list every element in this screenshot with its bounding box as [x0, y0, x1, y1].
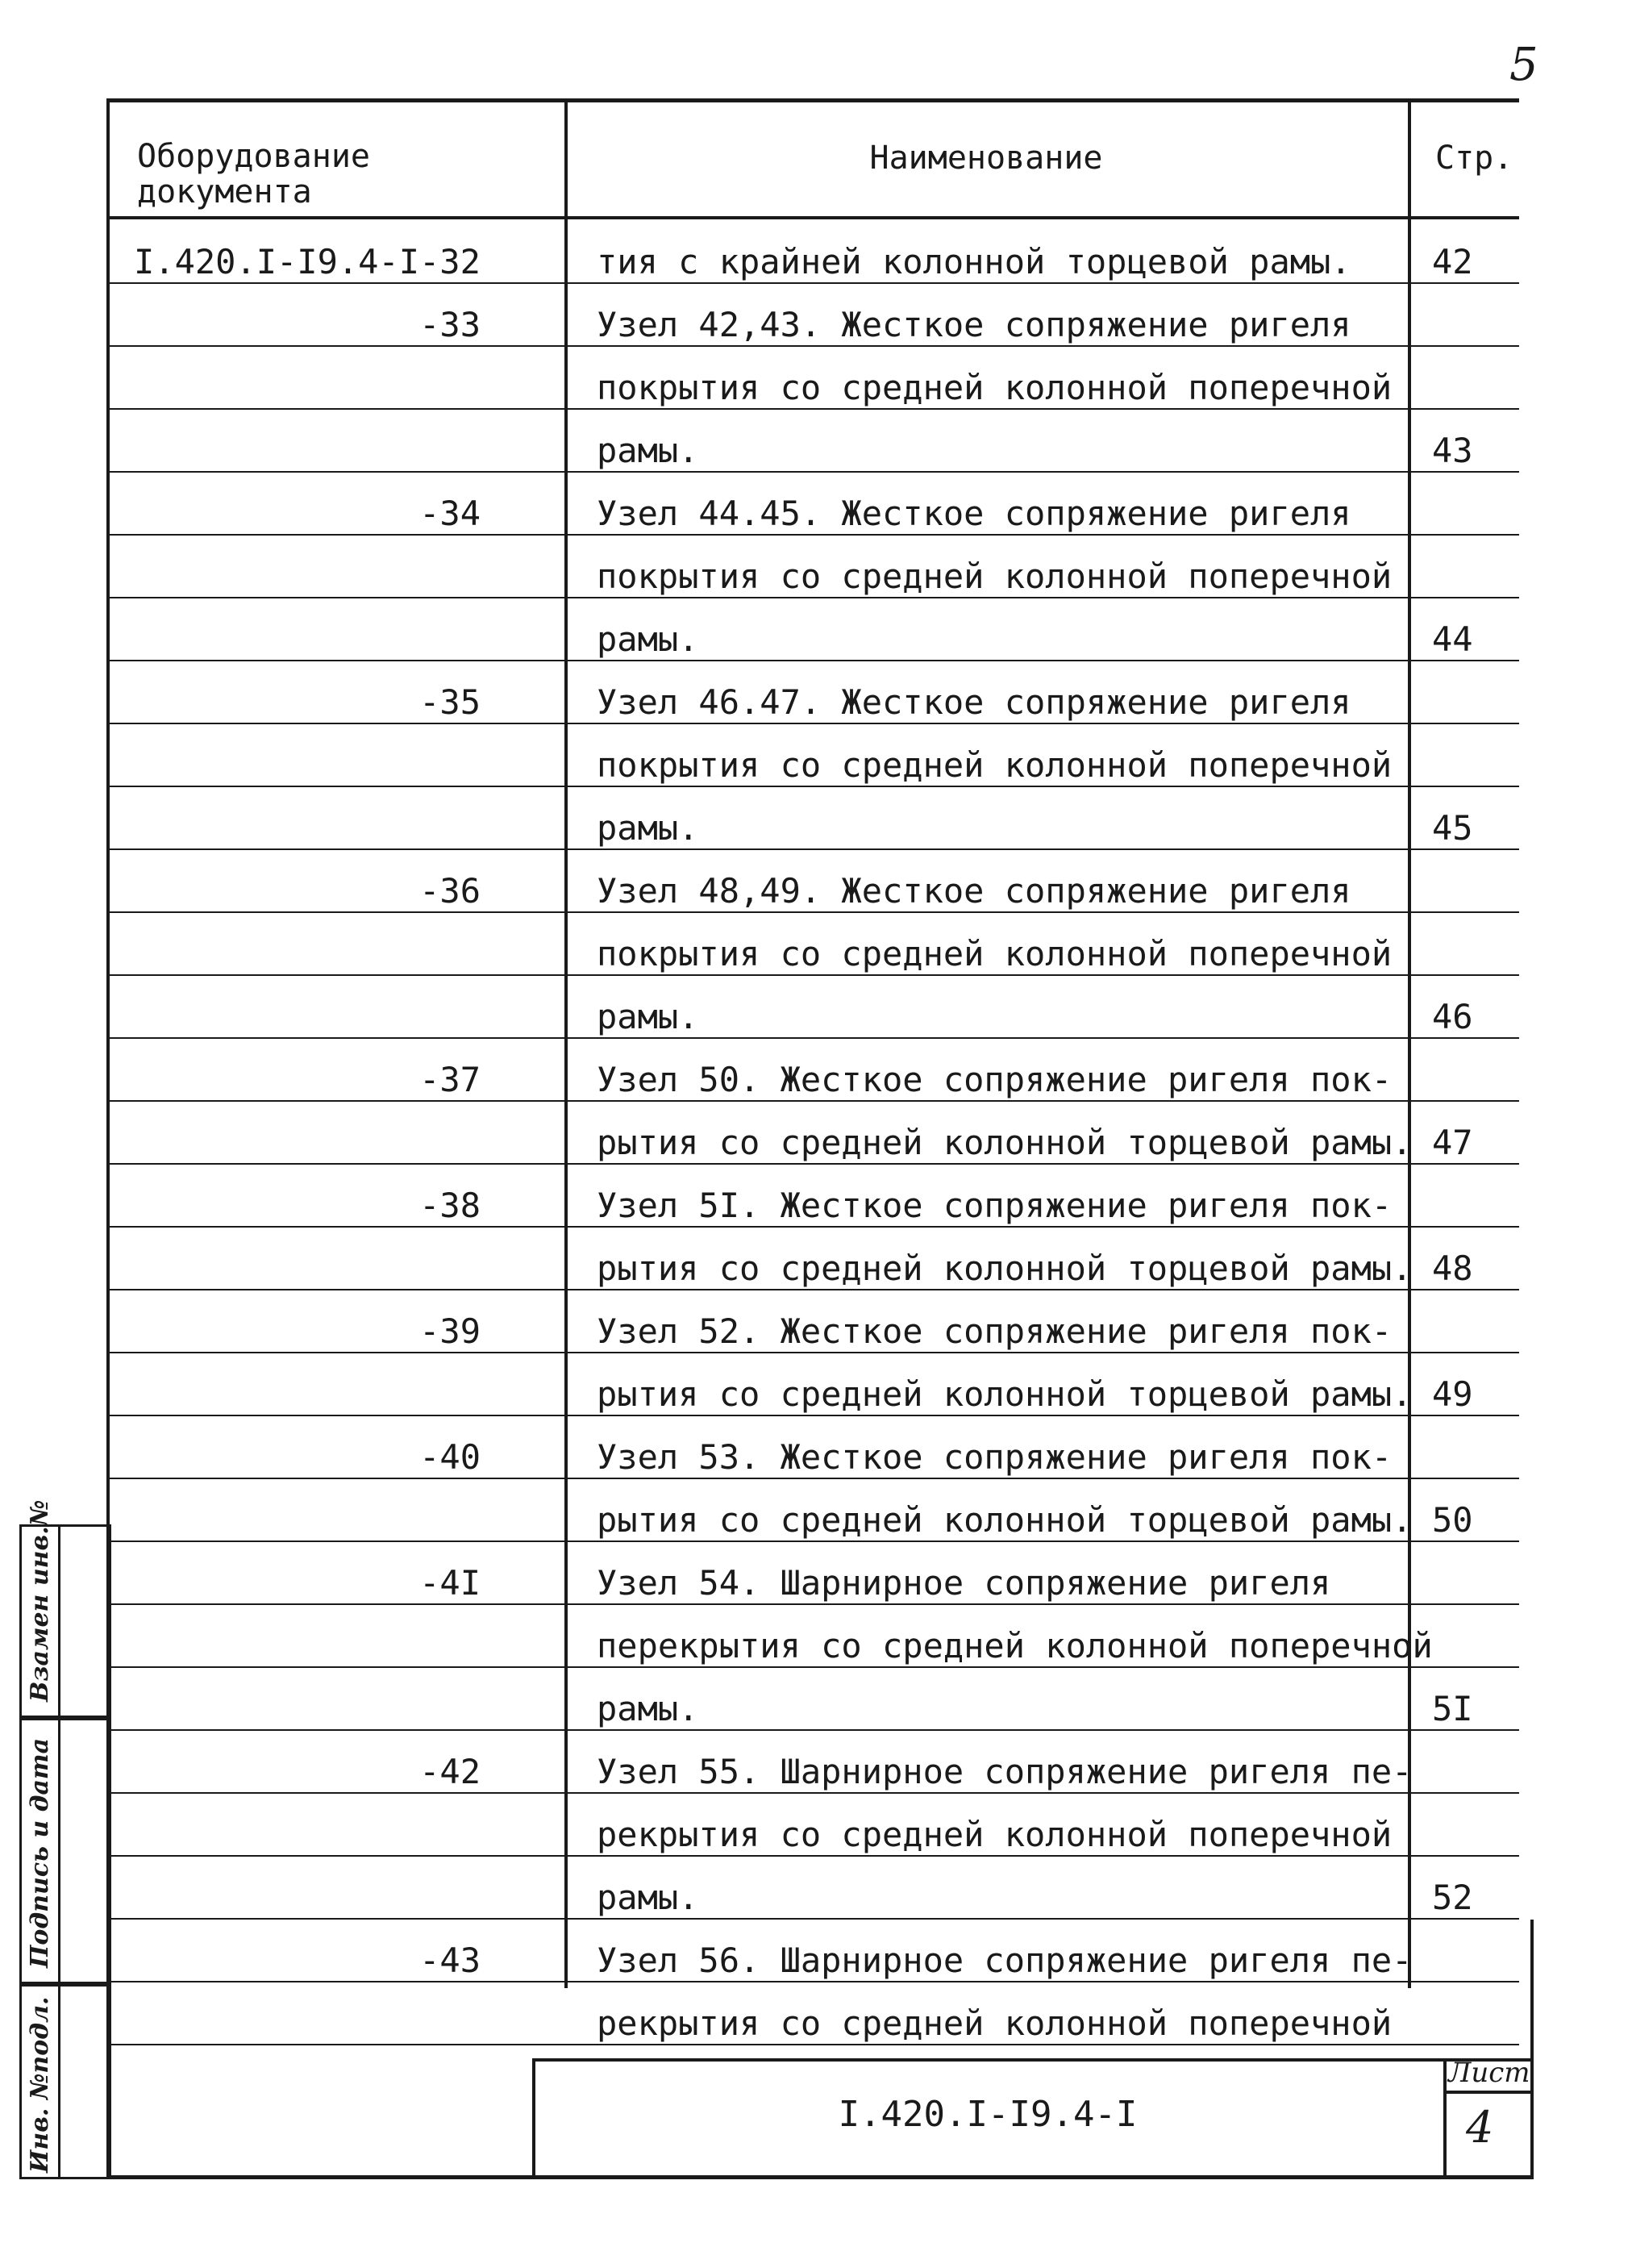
- cell-name: рамы.: [597, 808, 699, 848]
- cell-name: рытия со средней колонной торцевой рамы.: [597, 1123, 1413, 1162]
- cell-page: 52: [1432, 1878, 1473, 1917]
- header-name-column: Наименование: [869, 140, 1103, 177]
- table-row: [110, 1100, 1519, 1165]
- cell-document: -43: [419, 1941, 481, 1980]
- table-row: [110, 1037, 1519, 1102]
- table-row: [110, 1603, 1519, 1668]
- cell-document: -36: [419, 871, 481, 911]
- cell-page: 47: [1432, 1123, 1473, 1162]
- table-row: [110, 1729, 1519, 1794]
- cell-name: рамы.: [597, 1689, 699, 1728]
- cell-name: Узел 44.45. Жесткое сопряжение ригеля: [597, 494, 1351, 533]
- cell-page: 5I: [1432, 1689, 1473, 1728]
- cell-page: 46: [1432, 997, 1473, 1036]
- table-row: [110, 911, 1519, 976]
- table-row: [110, 1289, 1519, 1353]
- table-row: [110, 534, 1519, 598]
- cell-page: 42: [1432, 242, 1473, 281]
- cell-page: 44: [1432, 619, 1473, 659]
- table-row: [110, 1352, 1519, 1416]
- table-row: [110, 1226, 1519, 1290]
- table-row: [110, 1981, 1519, 2045]
- cell-document: -38: [419, 1186, 481, 1225]
- sheet-box-header-line: [1443, 2091, 1534, 2094]
- header-document-column: Оборудование документа: [137, 138, 370, 211]
- table-row: [110, 1478, 1519, 1542]
- cell-name: Узел 54. Шарнирное сопряжение ригеля: [597, 1563, 1331, 1603]
- table-row: [110, 848, 1519, 913]
- table-row: [110, 471, 1519, 536]
- cell-name: рамы.: [597, 997, 699, 1036]
- cell-document: -33: [419, 305, 481, 344]
- cell-name: Узел 46.47. Жесткое сопряжение ригеля: [597, 682, 1351, 722]
- cell-name: Узел 42,43. Жесткое сопряжение ригеля: [597, 305, 1351, 344]
- cell-name: Узел 5I. Жесткое сопряжение ригеля пок-: [597, 1186, 1393, 1225]
- stamp-inv-original-label: Инв. №подл.: [26, 1996, 54, 2173]
- table-row: [110, 408, 1519, 473]
- table-row: [110, 723, 1519, 787]
- page-number: 5: [1509, 39, 1538, 91]
- cell-document: -39: [419, 1311, 481, 1351]
- cell-name: рекрытия со средней колонной поперечной: [597, 2003, 1393, 2043]
- cell-document: -4I: [419, 1563, 481, 1603]
- cell-page: 43: [1432, 431, 1473, 470]
- cell-name: рамы.: [597, 431, 699, 470]
- cell-name: тия с крайней колонной торцевой рамы.: [597, 242, 1351, 281]
- sheet-number: 4: [1466, 2102, 1494, 2153]
- table-row: [110, 1415, 1519, 1479]
- cell-name: покрытия со средней колонной поперечной: [597, 368, 1393, 407]
- cell-name: Узел 53. Жесткое сопряжение ригеля пок-: [597, 1437, 1393, 1477]
- cell-name: Узел 55. Шарнирное сопряжение ригеля пе-: [597, 1752, 1413, 1791]
- cell-document: -35: [419, 682, 481, 722]
- cell-name: Узел 52. Жесткое сопряжение ригеля пок-: [597, 1311, 1393, 1351]
- cell-document: I.420.I-I9.4-I-32: [134, 242, 481, 281]
- cell-name: перекрытия со средней колонной поперечной: [597, 1626, 1433, 1666]
- stamp-signature-date-label: Подпись и дата: [26, 1737, 54, 1968]
- cell-document: -40: [419, 1437, 481, 1477]
- cell-name: покрытия со средней колонной поперечной: [597, 934, 1393, 973]
- stamp-replaced-inv-label: Взамен инв.№: [26, 1499, 54, 1702]
- title-document-number: I.420.I-I9.4-I: [838, 2094, 1138, 2135]
- cell-document: -42: [419, 1752, 481, 1791]
- sheet-box-divider: [1443, 2058, 1447, 2179]
- cell-page: 48: [1432, 1249, 1473, 1288]
- cell-name: Узел 48,49. Жесткое сопряжение ригеля: [597, 871, 1351, 911]
- cell-name: Узел 56. Шарнирное сопряжение ригеля пе-: [597, 1941, 1413, 1980]
- table-row: [110, 1163, 1519, 1228]
- table-row: [110, 1855, 1519, 1920]
- table-row: [110, 282, 1519, 347]
- sheet-label: Лист: [1448, 2057, 1530, 2089]
- table-row: [110, 1540, 1519, 1605]
- table-body: [110, 219, 1519, 2043]
- cell-page: 50: [1432, 1500, 1473, 1540]
- cell-page: 45: [1432, 808, 1473, 848]
- cell-name: Узел 50. Жесткое сопряжение ригеля пок-: [597, 1060, 1393, 1099]
- cell-name: покрытия со средней колонной поперечной: [597, 557, 1393, 596]
- cell-name: рекрытия со средней колонной поперечной: [597, 1815, 1393, 1854]
- cell-name: рамы.: [597, 619, 699, 659]
- table-row: [110, 219, 1519, 284]
- frame-top-line: [106, 98, 1519, 102]
- table-row: [110, 974, 1519, 1039]
- table-row: [110, 1666, 1519, 1731]
- cell-name: рамы.: [597, 1878, 699, 1917]
- cell-name: рытия со средней колонной торцевой рамы.: [597, 1249, 1413, 1288]
- table-row: [110, 660, 1519, 724]
- cell-document: -37: [419, 1060, 481, 1099]
- table-row: [110, 345, 1519, 410]
- table-row: [110, 786, 1519, 850]
- cell-name: покрытия со средней колонной поперечной: [597, 745, 1393, 785]
- table-row: [110, 1918, 1519, 1982]
- cell-name: рытия со средней колонной торцевой рамы.: [597, 1500, 1413, 1540]
- cell-document: -34: [419, 494, 481, 533]
- table-row: [110, 1792, 1519, 1857]
- header-page-column: Стр.: [1435, 140, 1513, 177]
- table-row: [110, 597, 1519, 661]
- cell-name: рытия со средней колонной торцевой рамы.: [597, 1374, 1413, 1414]
- cell-page: 49: [1432, 1374, 1473, 1414]
